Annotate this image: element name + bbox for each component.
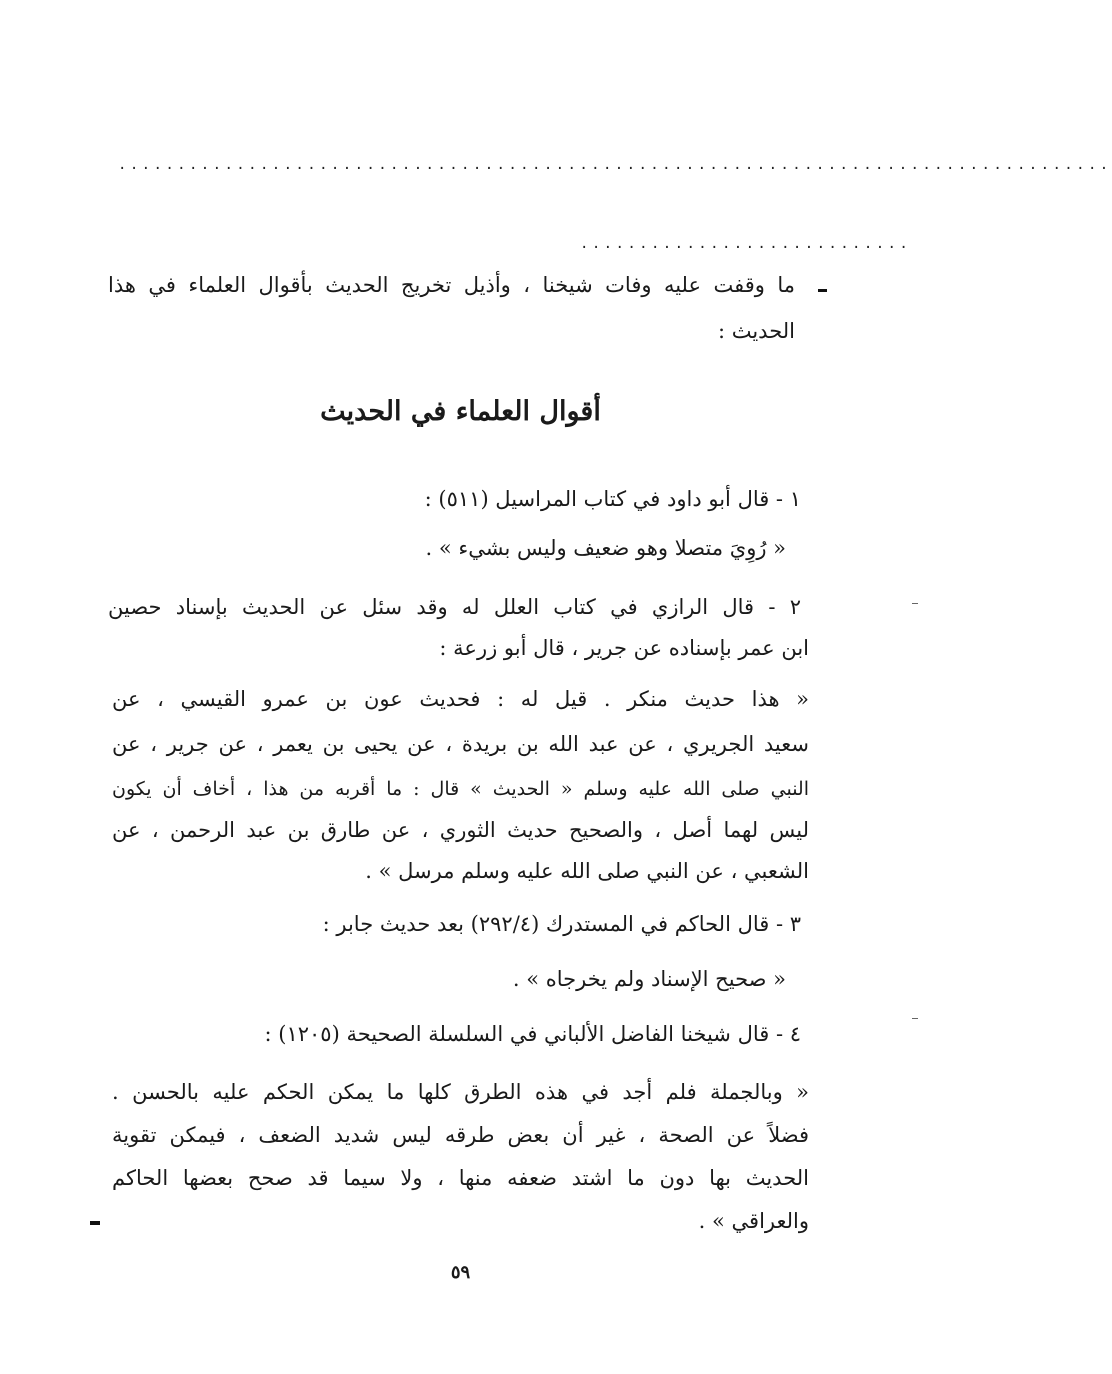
item-2-quote-line-2: سعيد الجريري ، عن عبد الله بن بريدة ، عن يحيى بن يعمر ، عن جرير ، عن bbox=[112, 732, 809, 756]
margin-dash-mark bbox=[90, 1221, 100, 1225]
item-4-quote-line-4: والعراقي » . bbox=[698, 1209, 809, 1233]
intro-line-2: الحديث : bbox=[717, 319, 795, 343]
item-2-intro-line-2: ابن عمر بإسناده عن جرير ، قال أبو زرعة : bbox=[439, 636, 809, 660]
intro-line-1: ما وقفت عليه وفات شيخنا ، وأذيل تخريج الحديث بأقوال العلماء في هذا bbox=[108, 273, 795, 297]
page-number: ٥٩ bbox=[450, 1262, 471, 1283]
item-1-quote: « رُوِيَ متصلا وهو ضعيف وليس بشيء » . bbox=[425, 536, 786, 560]
item-2-quote-line-1: « هذا حديث منكر . قيل له : فحديث عون بن عمرو القيسي ، عن bbox=[112, 687, 809, 711]
item-2-quote-line-3: النبي صلى الله عليه وسلم « الحديث » قال : ما أقربه من هذا ، أخاف أن يكون bbox=[112, 778, 809, 800]
item-2-intro-line-1: ٢ - قال الرازي في كتاب العلل له وقد سئل عن الحديث بإسناد حصين bbox=[108, 595, 801, 619]
item-2-quote-line-5: الشعبي ، عن النبي صلى الله عليه وسلم مرسل » . bbox=[365, 859, 809, 883]
section-heading: أقوال العلماء في الحديث bbox=[320, 396, 601, 427]
scan-edge-mark bbox=[912, 603, 918, 604]
item-2-quote-line-4: ليس لهما أصل ، والصحيح حديث الثوري ، عن طارق بن عبد الرحمن ، عن bbox=[112, 818, 809, 842]
item-4-quote-line-3: الحديث بها دون ما اشتد ضعفه منها ، ولا سيما قد صحح بعضها الحاكم bbox=[112, 1166, 809, 1190]
separator-dotted-line-short: ............................ bbox=[580, 236, 912, 252]
item-1-intro: ١ - قال أبو داود في كتاب المراسيل (٥١١) : bbox=[424, 487, 801, 511]
item-4-quote-line-1: « وبالجملة فلم أجد في هذه الطرق كلها ما يمكن الحكم عليه بالحسن . bbox=[112, 1080, 809, 1104]
paragraph-dash-mark bbox=[818, 289, 827, 292]
item-4-quote-line-2: فضلاً عن الصحة ، غير أن بعض طرقه ليس شديد الضعف ، فيمكن تقوية bbox=[112, 1123, 809, 1147]
separator-dotted-line: .................................................................................... bbox=[118, 157, 1112, 173]
scan-edge-mark bbox=[912, 1018, 918, 1019]
item-3-quote: « صحيح الإسناد ولم يخرجاه » . bbox=[512, 967, 786, 991]
item-4-intro: ٤ - قال شيخنا الفاضل الألباني في السلسلة الصحيحة (١٢٠٥) : bbox=[264, 1022, 801, 1046]
item-3-intro: ٣ - قال الحاكم في المستدرك (٢٩٢/٤) بعد حديث جابر : bbox=[322, 912, 801, 936]
